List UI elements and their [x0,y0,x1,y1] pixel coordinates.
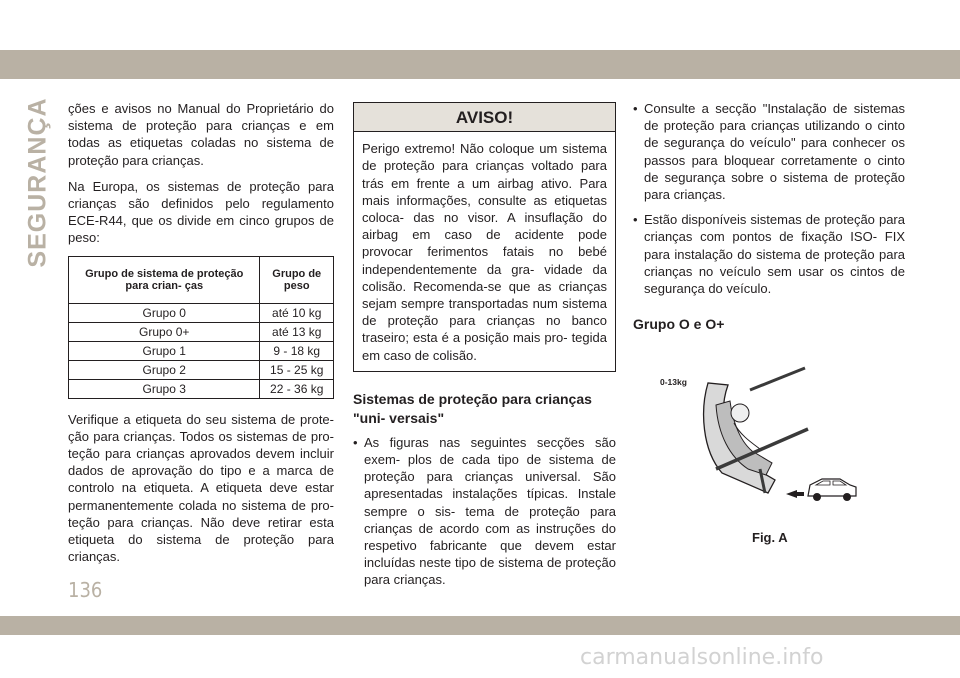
section-label-text: SEGURANÇA [23,96,52,268]
paragraph-europe: Na Europa, os sistemas de proteção para crianças são definidos pelo regulamento ECE-R44, que os divide em cinco grupos de peso: [68,178,334,246]
table-header-group: Grupo de sistema de proteção para crian- ças [69,256,260,303]
watermark: carmanualsonline.info [580,645,824,670]
table-header-weight: Grupo de peso [260,256,334,303]
table-row [69,360,334,379]
table-cell-group: Grupo 2 [69,360,260,379]
bullet-list [633,100,905,297]
warning-body: Perigo extremo! Não coloque um sistema de proteção para crianças voltado para trás em frente a um airbag ativo. Para mais informações, consulte as etiquetas coloca- das no visor. A insuflação do airbag em caso de acidente pode provocar ferimentos fatais no bebé independentemente da gra- vidade da colisão. Recomenda-se que as crianças sejam sempre transportadas num sistema de proteção para crianças no banco traseiro; esta é a posição mais pro- tegida em caso de colisão. [362,141,607,363]
table-row [69,322,334,341]
page-number: 136 [68,578,103,602]
figure-weight-label: 0-13kg [660,377,687,387]
paragraph-label-check: Verifique a etiqueta do seu sistema de prote- ção para crianças. Todos os sistemas de pro- teção para crianças aprovados devem incluir dados de aprovação do tipo e a marca de controlo na etiqueta. A etiqueta deve estar permanentemente colada no sistema de pro- teção para crianças. Não deve retirar esta etiqueta do sistema de proteção para crianças. [68,411,334,565]
header-band [0,50,960,79]
table-cell-weight: até 13 kg [260,322,334,341]
child-seat-illustration [660,365,860,510]
figure-caption: Fig. A [752,530,788,545]
table-cell-weight: até 10 kg [260,303,334,322]
table-header-row [69,256,334,303]
column-left [68,100,334,574]
table-cell-weight: 15 - 25 kg [260,360,334,379]
table-cell-weight: 9 - 18 kg [260,341,334,360]
paragraph-intro: ções e avisos no Manual do Proprietário do sistema de proteção para crianças e em todas as etiquetas coladas no sistema de proteção para crianças. [68,101,334,168]
direction-arrow-icon [786,490,804,498]
warning-box [353,102,616,372]
table-row [69,379,334,398]
table-cell-group: Grupo 0 [69,303,260,322]
heading-group-0: Grupo O e O+ [633,316,725,333]
vehicle-icon [808,479,856,501]
list-item: • As figuras nas seguintes secções são exem- plos de cada tipo de sistema de proteção para crianças universal. São apresentadas instalações típicas. Instale sempre o sis- tema de proteção para crianças de acordo com as instruções do respetivo fabricante que devem estar incluídas neste tipo de sistema de proteção para crianças. [353,434,616,589]
table-cell-group: Grupo 0+ [69,322,260,341]
warning-title: AVISO! [354,103,615,132]
table-row [69,303,334,322]
column-right [633,100,905,340]
heading-universal-systems: Sistemas de proteção para crianças "uni- versais" [353,390,592,426]
list-item: • Consulte a secção "Instalação de sistemas de proteção para crianças utilizando o cinto de segurança do veículo" para conhecer os passos para bloquear corretamente o cinto de segurança sobre o sistema de proteção para crianças. [633,100,905,203]
weight-groups-table [68,256,334,399]
list-item: • Estão disponíveis sistemas de proteção para crianças com pontos de fixação ISO- FIX para instalação do sistema de proteção para crianças no veículo sem usar os cintos de segurança do veículo. [633,211,905,297]
footer-band [0,616,960,635]
section-label [18,98,58,266]
table-cell-group: Grupo 3 [69,379,260,398]
table-cell-weight: 22 - 36 kg [260,379,334,398]
table-row [69,341,334,360]
table-cell-group: Grupo 1 [69,341,260,360]
column-middle [353,100,616,597]
bullet-list [353,434,616,589]
seat-belt-icon [750,368,805,390]
infant-head-icon [731,404,749,422]
